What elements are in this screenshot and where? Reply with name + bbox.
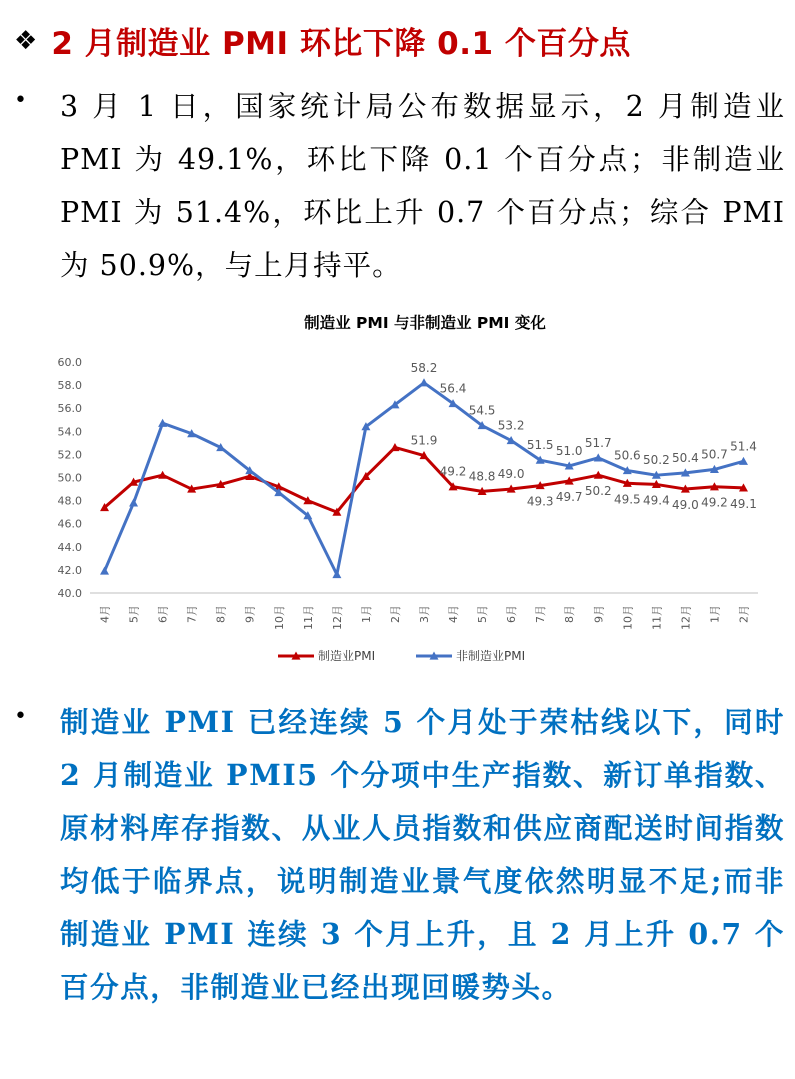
y-tick-label: 42.0 xyxy=(57,563,82,577)
data-point-marker xyxy=(129,498,138,506)
y-tick-label: 56.0 xyxy=(57,402,82,416)
data-label: 51.5 xyxy=(526,438,554,453)
chart-title: 制造业 PMI 与非制造业 PMI 变化 xyxy=(304,314,546,332)
y-tick-label: 54.0 xyxy=(57,425,82,439)
x-tick-label: 11月 xyxy=(301,605,315,630)
y-tick-label: 60.0 xyxy=(57,356,82,369)
data-label: 50.2 xyxy=(642,453,670,468)
data-label: 49.7 xyxy=(555,489,583,504)
data-label: 49.0 xyxy=(497,467,525,482)
data-label: 58.2 xyxy=(410,360,438,375)
data-label: 51.4 xyxy=(730,439,757,454)
data-label: 49.3 xyxy=(526,494,554,509)
data-label: 51.9 xyxy=(410,433,438,448)
x-tick-label: 11月 xyxy=(650,605,664,630)
legend-label: 非制造业PMI xyxy=(456,649,526,663)
x-tick-label: 10月 xyxy=(272,605,286,630)
section-title: 2 月制造业 PMI 环比下降 0.1 个百分点 xyxy=(51,26,631,62)
x-tick-label: 4月 xyxy=(98,605,112,623)
data-point-marker xyxy=(420,378,429,386)
x-tick-label: 5月 xyxy=(127,605,141,623)
bullet-icon: • xyxy=(14,704,27,729)
data-label: 51.7 xyxy=(584,435,612,450)
bullet-icon: • xyxy=(14,88,27,113)
x-tick-label: 9月 xyxy=(243,605,257,623)
data-label: 50.4 xyxy=(672,450,699,465)
y-tick-label: 46.0 xyxy=(57,517,82,531)
x-tick-label: 2月 xyxy=(737,605,751,623)
pmi-line-chart xyxy=(40,300,760,675)
x-tick-label: 12月 xyxy=(679,605,693,630)
data-label: 48.8 xyxy=(468,469,496,484)
data-label: 56.4 xyxy=(439,381,467,396)
y-tick-label: 58.0 xyxy=(57,379,82,393)
data-label: 53.2 xyxy=(497,418,525,433)
x-tick-label: 1月 xyxy=(359,605,373,623)
y-tick-label: 52.0 xyxy=(57,448,82,462)
data-label: 50.6 xyxy=(613,448,641,463)
y-tick-label: 48.0 xyxy=(57,494,82,508)
x-tick-label: 1月 xyxy=(708,605,722,623)
data-label: 51.0 xyxy=(555,443,583,458)
data-label: 49.0 xyxy=(672,498,699,513)
series-line-non-manufacturing xyxy=(105,383,744,575)
x-tick-label: 6月 xyxy=(505,605,519,623)
x-tick-label: 6月 xyxy=(156,605,170,623)
summary-paragraph: 3 月 1 日，国家统计局公布数据显示，2 月制造业 PMI 为 49.1%，环比下降 0.1 个百分点；非制造业 PMI 为 51.4%，环比上升 0.7 个百分点；综合 PMI 为 50.9%，与上月持平。 xyxy=(60,90,785,282)
x-tick-label: 10月 xyxy=(621,605,635,630)
x-tick-label: 7月 xyxy=(185,605,199,623)
x-tick-label: 8月 xyxy=(563,605,577,623)
data-label: 49.1 xyxy=(730,496,757,511)
section-heading xyxy=(14,18,631,63)
data-label: 49.4 xyxy=(642,493,670,508)
legend-label: 制造业PMI xyxy=(318,649,376,663)
x-tick-label: 8月 xyxy=(214,605,228,623)
y-tick-label: 50.0 xyxy=(57,471,82,485)
x-tick-label: 9月 xyxy=(592,605,606,623)
data-label: 49.2 xyxy=(439,464,467,479)
x-tick-label: 3月 xyxy=(418,605,431,623)
x-tick-label: 7月 xyxy=(534,605,548,623)
analysis-paragraph: 制造业 PMI 已经连续 5 个月处于荣枯线以下，同时 2 月制造业 PMI5 个分项中生产指数、新订单指数、原材料库存指数、从业人员指数和供应商配送时间指数均低于临界点，说明制造业景气度依然明显不足;而非制造业 PMI 连续 3 个月上升，且 2 月上升 0.7 个百分点，非制造业已经出现回暖势头。 xyxy=(60,705,785,1004)
y-tick-label: 44.0 xyxy=(57,540,82,554)
diamond-bullet-icon: ❖ xyxy=(14,25,38,56)
x-tick-label: 12月 xyxy=(330,605,344,630)
data-label: 54.5 xyxy=(468,403,496,418)
data-label: 49.5 xyxy=(613,492,641,507)
x-tick-label: 4月 xyxy=(447,605,461,623)
data-point-marker xyxy=(100,567,109,575)
data-label: 50.2 xyxy=(584,484,612,499)
x-tick-label: 5月 xyxy=(476,605,490,623)
x-tick-label: 2月 xyxy=(388,605,402,623)
y-tick-label: 40.0 xyxy=(57,587,82,600)
data-label: 49.2 xyxy=(701,495,728,510)
data-label: 50.7 xyxy=(701,447,728,462)
